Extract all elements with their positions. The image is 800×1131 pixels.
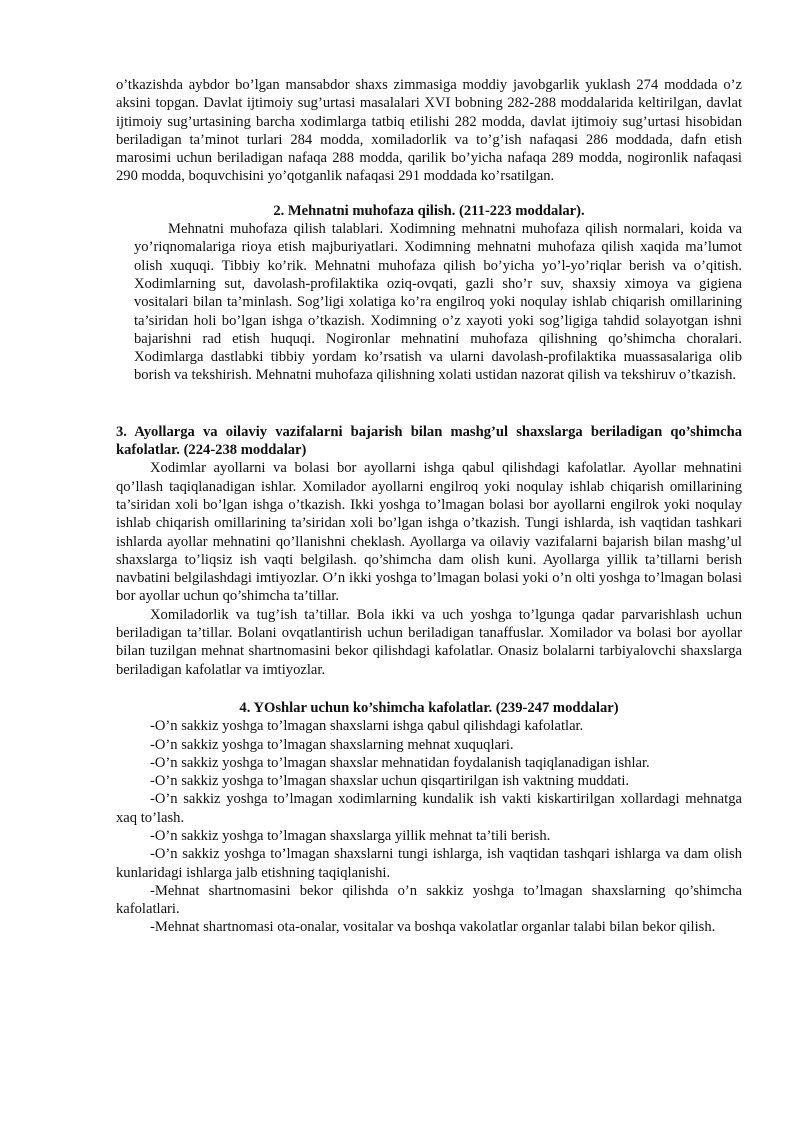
list-item: -Mehnat shartnomasi ota-onalar, vositalar va boshqa vakolatlar organlar talabi bilan bekor qilish. bbox=[150, 919, 716, 936]
list-item: -O’n sakkiz yoshga to’lmagan shaxslarni ishga qabul qilishdagi kafolatlar. bbox=[150, 718, 584, 735]
list-item: -O’n sakkiz yoshga to’lmagan shaxslar mehnatidan foydalanish taqiqlanadigan ishlar. bbox=[150, 754, 650, 771]
section-3-heading: 3. Ayollarga va oilaviy vazifalarni bajarish bilan mashg’ul shaxslarga beriladigan qo’shimcha kafolatlar. (224-238 moddalar) bbox=[116, 423, 742, 459]
list-item: -O’n sakkiz yoshga to’lmagan shaxslar uchun qisqartirilgan ish vaktning muddati. bbox=[150, 773, 630, 790]
section-4-heading: 4. YOshlar uchun ko’shimcha kafolatlar. (239-247 moddalar) bbox=[239, 699, 619, 716]
section-3-paragraph-1: Xodimlar ayollarni va bolasi bor ayollarni ishga qabul qilishdagi kafolatlar. Ayollar mehnatini qo’llash taqiqlanadigan ishlar. Xomilador ayollarni engilroq yoki noqulay ishlab chiqarish omillarining ta’siridan xoli bo’lgan ishga o’tkazish. Ikki yoshga to’lmagan bolasi bor ayollarni engilrok yoki noqulay ishlab chiqarish omillarining ta’siridan xoli bo’lgan ishga o’tkazish. Tungi ishlarda, ish vaqtidan tashkari ishlarda ayollar mehnatini qo’llanishni cheklash. Ayollarga va oilaviy vazifalarni bajarish bilan mashg’ul shaxslarga to’liqsiz ish vaqti belgilash. qo’shimcha dam olish kuni. Ayollarga yillik ta’tillarni berish navbatini belgilashdagi imtiyozlar. O’n ikki yoshga to’lmagan bolasi yoki o’n olti yoshga to’lmagan bolasi bor ayollar uchun qo’shimcha ta’tillar. bbox=[116, 460, 742, 605]
list-item: -O’n sakkiz yoshga to’lmagan shaxslarni tungi ishlarga, ish vaqtidan tashqari ishlarga va dam olish kunlaridagi ishlarga jalb etishning taqiqlanishi. bbox=[116, 846, 742, 881]
list-item: -O’n sakkiz yoshga to’lmagan shaxslarga yillik mehnat ta’tili berish. bbox=[150, 827, 551, 844]
list-item: -Mehnat shartnomasini bekor qilishda o’n sakkiz yoshga to’lmagan shaxslarning qo’shimcha kafolatlari. bbox=[116, 882, 742, 918]
section-2-body bbox=[134, 220, 742, 385]
list-item: -O’n sakkiz yoshga to’lmagan xodimlarning kundalik ish vakti kiskartirilgan xollardagi mehnatga xaq to’lash. bbox=[116, 791, 742, 826]
section-3-paragraph-2: Xomiladorlik va tug’ish ta’tillar. Bola ikki va uch yoshga to’lgunga qadar parvarishlash uchun beriladigan ta’tillar. Bolani ovqatlantirish uchun beriladigan tanaffuslar. Xomilador va bolasi bor ayollar bilan tuzilgan mehnat shartnomasini bekor qilishdagi kafolatlar. Onasiz bolalarni tarbiyalovchi shaxslarga beriladigan kafolatlar va imtiyozlar. bbox=[116, 606, 742, 678]
intro-paragraph: o’tkazishda aybdor bo’lgan mansabdor shaxs zimmasiga moddiy javobgarlik yuklash 274 moddada o’z aksini topgan. Davlat ijtimoiy sug’urtasi masalalari XVI bobning 282-288 moddalarida keltirilgan, davlat ijtimoiy sug’urtasining barcha xodimlarga tatbiq etilishi 282 modda, davlat ijtimoiy sug’urtasi hisobidan beriladigan ta’minot turlari 284 modda, xomiladorlik va to’g’ish nafaqasi 286 moddada, dafn etish marosimi uchun beriladigan nafaqa 288 modda, qarilik bo’yicha nafaqa 289 modda, nogironlik nafaqasi 290 modda, boquvchisini yo’qotganlik nafaqasi 291 moddada ko’rsatilgan. bbox=[116, 77, 742, 185]
list-item: -O’n sakkiz yoshga to’lmagan shaxslarning mehnat xuquqlari. bbox=[150, 736, 514, 753]
section-4-list bbox=[116, 717, 742, 937]
document-page bbox=[116, 76, 742, 937]
section-2-heading: 2. Mehnatni muhofaza qilish. (211-223 moddalar). bbox=[273, 202, 585, 219]
section-2-paragraph: Mehnatni muhofaza qilish talablari. Xodimning mehnatni muhofaza qilish normalari, koida va yo’riqnomalariga rioya etish majburiyatlari. Xodimning mehnatni muhofaza qilish xaqida ma’lumot olish xuquqi. Tibbiy ko’rik. Mehnatni muhofaza qilish bo’yicha yo’l-yo’riqlar berish va o’qitish. Xodimlarning sut, davolash-profilaktika oziq-ovqati, gazli sho’r suv, shaxsiy ximoya va gigiena vositalari bilan ta’minlash. Sog’ligi xolatiga ko’ra engilroq yoki noqulay ishlab chiqarish omillarining ta’siridan holi bo’lgan ishga o’tkazish. Xodimning o’z xayoti yoki sog’ligiga tahdid solayotgan ishni bajarishni rad etish huquqi. Nogironlar mehnatini muhofaza qilishning qo’shimcha choralari. Xodimlarga dastlabki tibbiy yordam ko’rsatish va ularni davolash-profilaktika muassasalariga olib borish va tekshirish. Mehnatni muhofaza qilishning xolati ustidan nazorat qilish va tekshiruv o’tkazish. bbox=[134, 221, 742, 384]
